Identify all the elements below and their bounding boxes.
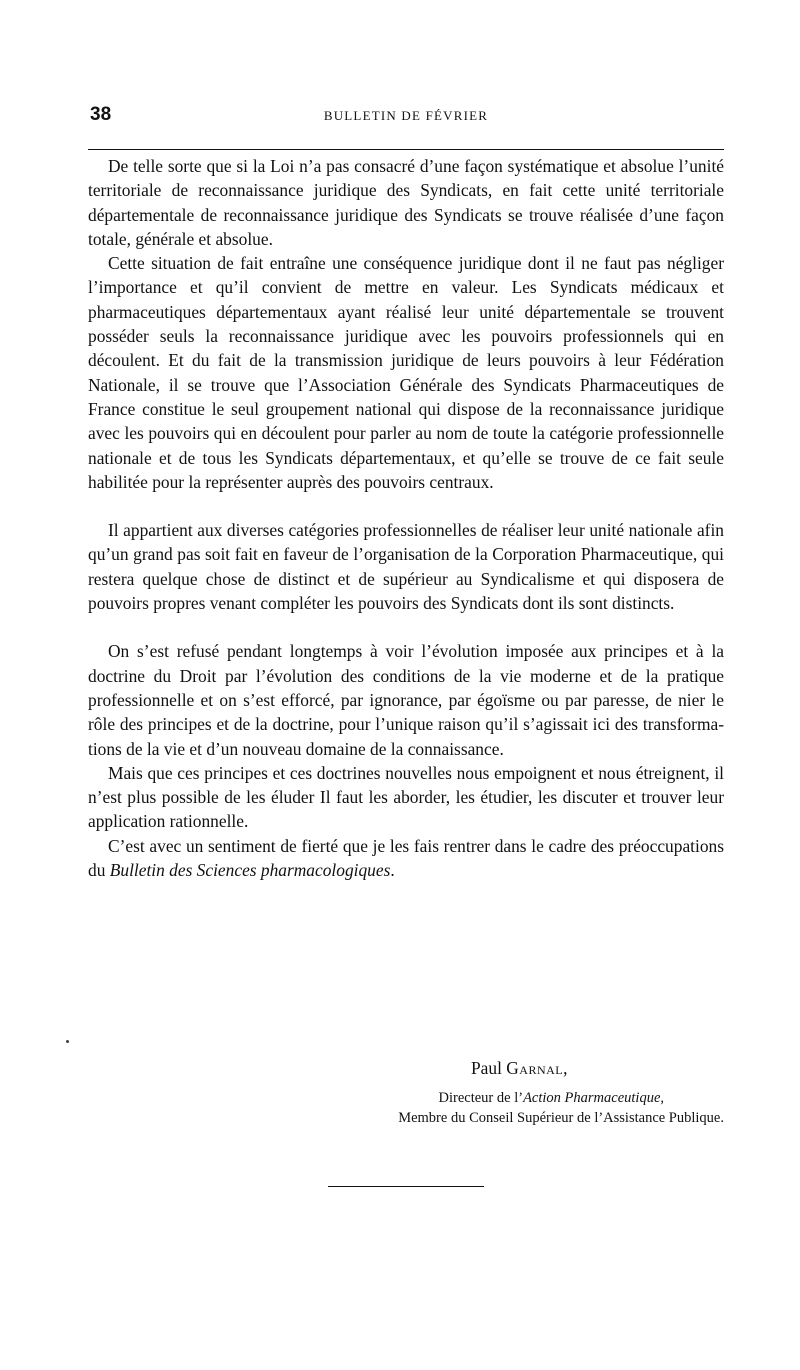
signature-block [88,1056,724,1128]
journal-title: Bulletin des Sciences pharmacologiques [109,860,391,881]
page-number: 38 [90,104,112,125]
running-title: BULLETIN DE FÉVRIER [323,108,489,123]
author-name [88,1056,568,1080]
closing-end: . [390,860,395,881]
author-title-line [88,1088,664,1108]
author-first-name: Paul [470,1058,507,1078]
paragraph: Mais que ces principes et ces doctrines nouvelles nous empoignent et nous étreignent, il n’est plus possible de les éluder Il faut les aborder, les étudier, les discuter et trouver leur application rationnelle. [88,762,724,832]
author-publication: Action Pharmaceutique, [523,1090,664,1106]
paragraph: Cette situation de fait entraîne une conséquence juridique dont il ne faut pas négliger l’importance et qu’il convient de mettre en valeur. Les Syndicats médicaux et pharmaceutiques départementaux ayant réalisé leur unité départementale se trouvent posséder seuls la reconnaissance juridique avec les pouvoirs professionnels qui en découlent. Et du fait de la transmission juridique de leurs pouvoirs à leur Fédération Nationale, il se trouve que l’Association Générale des Syndicats Pharmaceutiques de France constitue le seul groupement national qui dispose de la reconnaissance juridique avec les pouvoirs qui en découlent pour parler au nom de toute la catégorie professionnelle nationale et de tous les Syndicats départementaux, et qu’elle se trouve de ce fait seule habilitée pour la représenter auprès des pouvoirs centraux. [88,253,724,492]
page-header [88,104,724,128]
end-rule [328,1186,484,1187]
paragraph: On s’est refusé pendant longtemps à voir l’évolution imposée aux principes et à la doctrine du Droit par l’évolution des conditions de la vie moderne et de la pratique professionnelle et on s’est efforcé, par ignorance, par égoïsme ou par paresse, de nier le rôle des principes et de la doctrine, pour l’unique raison qu’il s’agissait ici des transformations de la vie et d’un nouveau domaine de la connaissance. [88,641,724,759]
author-affiliation-line: Membre du Conseil Supérieur de l’Assistance Publique. [398,1110,724,1126]
closing-text: C’est avec un sentiment de fierté que je les fais rentrer dans le cadre des préoccupations du [88,835,724,881]
paragraph: De telle sorte que si la Loi n’a pas consacré d’une façon systématique et absolue l’unité territoriale de reconnaissance juridique des Syndicats, en fait cette unité territoriale départementale de reconnaissance juridique des Syndicats se trouve réalisée d’une façon totale, générale et absolue. [88,156,724,249]
author-title-prefix: Directeur de l’ [438,1090,524,1106]
author-surname: Garnal, [506,1058,568,1078]
paragraph: Il appartient aux diverses catégories professionnelles de réaliser leur unité nationale afin qu’un grand pas soit fait en faveur de l’organisation de la Corporation Pharmaceutique, qui restera quelque chose de distinct et de supérieur au Syndicalisme et qui disposera de pouvoirs propres venant compléter les pouvoirs des Syndicats dont ils sont distincts. [88,520,724,614]
document-page [88,0,724,1370]
closing-paragraph [88,834,724,883]
header-rule [88,149,724,150]
margin-dot [66,1040,69,1043]
article-body [88,154,724,882]
